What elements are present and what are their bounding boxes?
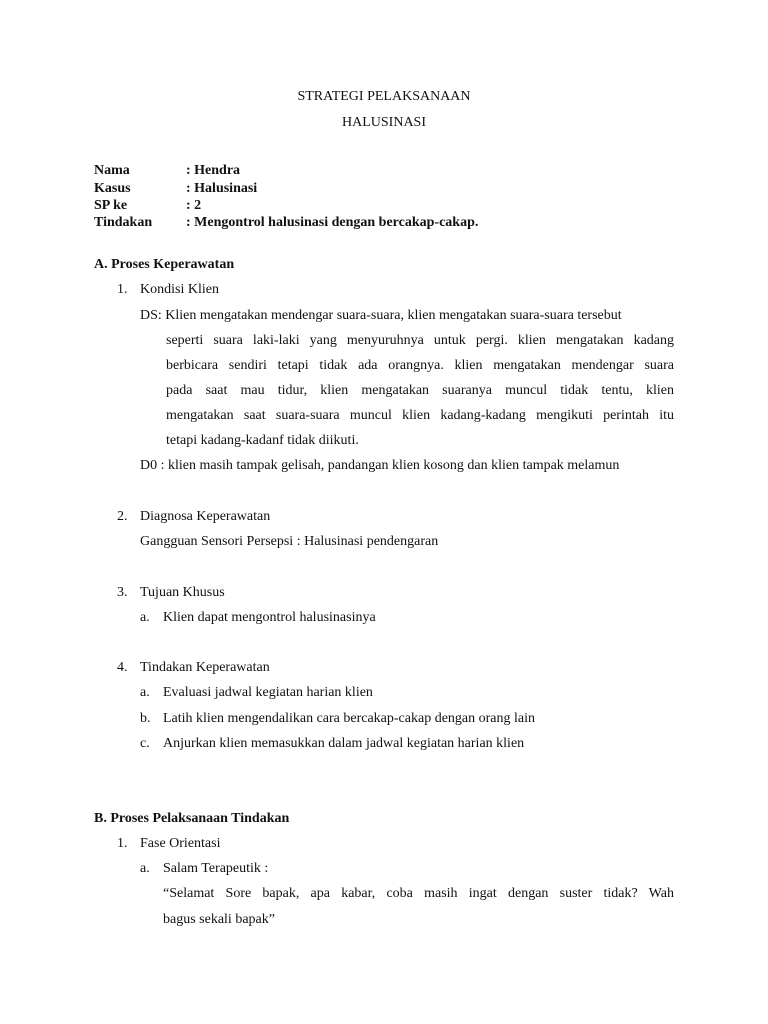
a4-point-a-text: Evaluasi jadwal kegiatan harian klien xyxy=(163,685,373,700)
a4-title: Tindakan Keperawatan xyxy=(140,660,270,675)
info-label-nama: Nama xyxy=(94,163,130,178)
a4-point-b-letter: b. xyxy=(140,711,151,726)
do-line: D0 : klien masih tampak gelisah, pandangan klien kosong dan klien tampak melamun xyxy=(140,458,620,473)
ds-line-5: mengatakan saat suara-suara muncul klien kadang-kadang mengikuti perintah itu xyxy=(166,408,674,423)
info-value-tindakan: : Mengontrol halusinasi dengan bercakap-cakap. xyxy=(186,215,479,230)
ds-line-1: DS: Klien mengatakan mendengar suara-suara, klien mengatakan suara-suara tersebut xyxy=(140,308,622,323)
a3-point-text: Klien dapat mengontrol halusinasinya xyxy=(163,610,376,625)
ds-line-4: pada saat mau tidur, klien mengatakan suaranya muncul tidak tentu, klien xyxy=(166,383,674,398)
info-value-kasus: : Halusinasi xyxy=(186,181,258,196)
a2-text: Gangguan Sensori Persepsi : Halusinasi pendengaran xyxy=(140,534,439,549)
b1-point-letter: a. xyxy=(140,861,150,876)
b1-number: 1. xyxy=(117,836,128,851)
b1-point-text: Salam Terapeutik : xyxy=(163,861,269,876)
ds-line-2: seperti suara laki-laki yang menyuruhnya untuk pergi. klien mengatakan kadang xyxy=(166,333,674,348)
doc-subtitle: HALUSINASI xyxy=(342,115,426,130)
section-b-heading: B. Proses Pelaksanaan Tindakan xyxy=(94,811,290,826)
a4-point-c-letter: c. xyxy=(140,736,150,751)
info-label-sp: SP ke xyxy=(94,198,128,213)
ds-line-6: tetapi kadang-kadanf tidak diikuti. xyxy=(166,433,359,448)
quote-line-1: “Selamat Sore bapak, apa kabar, coba masih ingat dengan suster tidak? Wah xyxy=(163,886,674,901)
a1-title: Kondisi Klien xyxy=(140,282,219,297)
info-value-sp: : 2 xyxy=(186,198,202,213)
a2-title: Diagnosa Keperawatan xyxy=(140,509,271,524)
a2-number: 2. xyxy=(117,509,128,524)
b1-title: Fase Orientasi xyxy=(140,836,221,851)
a4-point-c-text: Anjurkan klien memasukkan dalam jadwal kegiatan harian klien xyxy=(163,736,525,751)
info-label-tindakan: Tindakan xyxy=(94,215,153,230)
info-value-nama: : Hendra xyxy=(186,163,241,178)
a4-number: 4. xyxy=(117,660,128,675)
a3-title: Tujuan Khusus xyxy=(140,585,225,600)
a4-point-b-text: Latih klien mengendalikan cara bercakap-cakap dengan orang lain xyxy=(163,711,535,726)
ds-line-3: berbicara sendiri tetapi tidak ada orangnya. klien mengatakan mendengar suara xyxy=(166,358,674,373)
quote-line-2: bagus sekali bapak” xyxy=(163,912,275,927)
info-label-kasus: Kasus xyxy=(94,181,131,196)
a3-number: 3. xyxy=(117,585,128,600)
doc-title: STRATEGI PELAKSANAAN xyxy=(297,89,471,104)
a1-number: 1. xyxy=(117,282,128,297)
a4-point-a-letter: a. xyxy=(140,685,150,700)
a3-point-letter: a. xyxy=(140,610,150,625)
section-a-heading: A. Proses Keperawatan xyxy=(94,257,235,272)
